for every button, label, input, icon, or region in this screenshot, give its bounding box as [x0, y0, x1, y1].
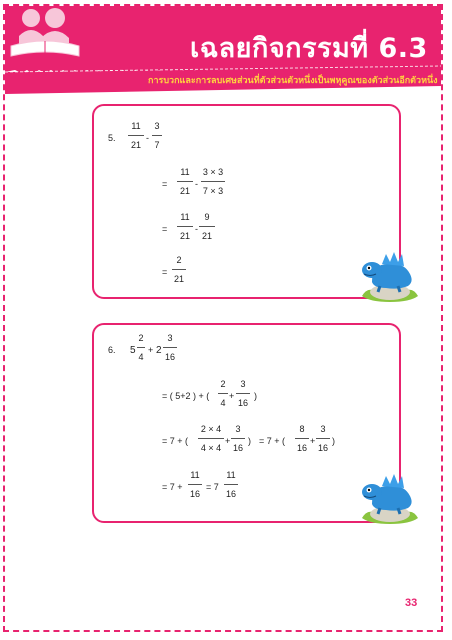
fraction: 2 21 [173, 255, 184, 284]
expression-text: = 7 + ( [259, 436, 286, 446]
fraction: 3 16 [164, 333, 175, 362]
expression-text: ) [254, 391, 257, 401]
fraction: 11 21 [177, 166, 193, 197]
fraction: 11 16 [225, 470, 236, 499]
expression-text: = 7 + ( [162, 436, 189, 446]
operator: + [229, 391, 235, 401]
fraction: 2 4 [138, 333, 144, 362]
header-banner [5, 6, 441, 94]
fraction: 9 21 [199, 211, 215, 242]
problem-number: 5. [108, 133, 116, 143]
expression-text: ) [248, 436, 251, 446]
page-number: 33 [405, 597, 418, 609]
expression-text: = ( 5+2 ) + ( [162, 391, 210, 401]
operator: - [146, 133, 149, 143]
expression-text: ) [332, 436, 335, 446]
operator: - [195, 179, 198, 189]
page-title: เฉลยกิจกรรมที่ 6.3 [190, 33, 428, 64]
page-border [3, 4, 443, 632]
fraction: 2 4 [218, 378, 228, 409]
children-reading-icon [5, 6, 85, 64]
equals-sign: = [162, 224, 168, 234]
equals-sign: = [162, 179, 168, 189]
fraction: 3 × 3 7 × 3 [202, 167, 224, 196]
operator: + [310, 436, 316, 446]
operator: + [148, 345, 154, 355]
fraction: 3 16 [317, 424, 328, 453]
operator: - [195, 224, 198, 234]
fraction: 8 16 [296, 424, 307, 453]
fraction: 3 16 [237, 379, 248, 408]
whole-number: 5 [130, 345, 136, 356]
fraction: 11 21 [128, 120, 144, 151]
fraction: 3 16 [232, 424, 243, 453]
problem-number: 6. [108, 345, 116, 355]
expression-text: = 7 + [162, 482, 183, 492]
dinosaur-icon [358, 240, 422, 306]
equals-sign: = [162, 267, 168, 277]
fraction: 11 16 [189, 470, 200, 499]
fraction: 3 7 [152, 120, 162, 151]
whole-number: 2 [156, 345, 162, 356]
page-subtitle: การบวกและการลบเศษส่วนที่ตัวส่วนตัวหนึ่งเป็นพหุคูณของตัวส่วนอีกตัวหนึ่ง [148, 76, 438, 86]
fraction: 11 21 [177, 211, 193, 242]
dinosaur-icon [358, 462, 422, 528]
fraction: 2 × 4 4 × 4 [198, 423, 224, 454]
expression-text: = 7 [206, 482, 219, 492]
operator: + [225, 436, 231, 446]
